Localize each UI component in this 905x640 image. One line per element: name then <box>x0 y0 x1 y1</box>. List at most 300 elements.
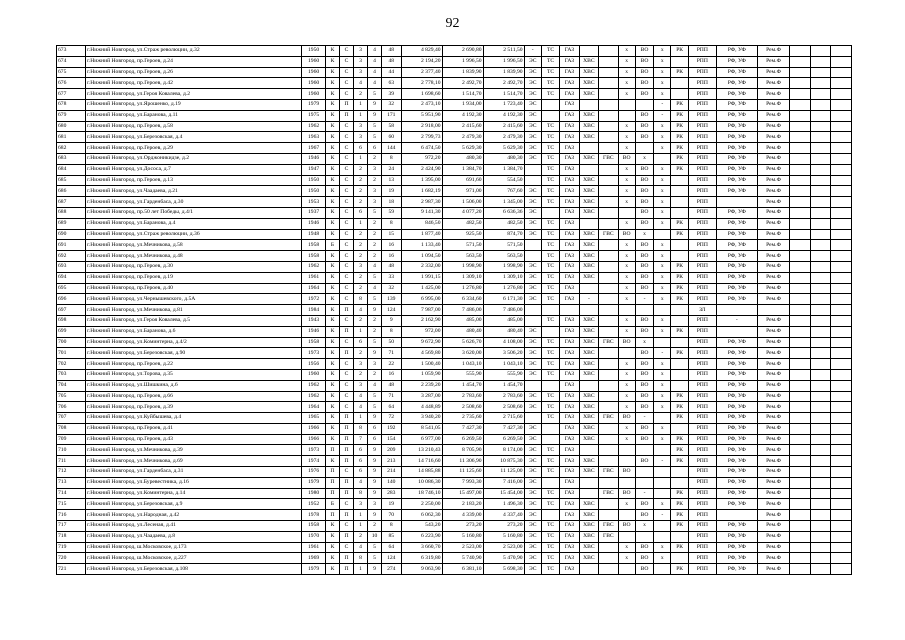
fund-cell: РФ, УФ <box>716 434 757 445</box>
cold-water-cell: ХВС <box>579 434 598 445</box>
cold-water-cell <box>579 46 598 57</box>
empty-cell <box>831 272 852 283</box>
rk-cell <box>671 305 688 316</box>
electricity-cell: ЭС <box>524 402 541 413</box>
table-row <box>57 261 852 272</box>
mark-cell: x <box>618 369 635 380</box>
electricity-cell: ЭС <box>524 369 541 380</box>
cold-water-cell: ХВС <box>579 197 598 208</box>
fund-cell: - <box>716 315 757 326</box>
empty-cell <box>810 153 831 164</box>
cold-water-cell: ХВС <box>579 531 598 542</box>
address-cell: г.Нижний Новгород, ул.Мечникова, д.39 <box>86 445 302 456</box>
wall-material-cell: К <box>325 67 339 78</box>
repair-fund-cell: Рем.Ф <box>757 143 789 154</box>
repair-fund-cell: Рем.Ф <box>757 240 789 251</box>
table-row <box>57 477 852 488</box>
fund-cell: РФ, УФ <box>716 542 757 553</box>
cold-water-cell: ХВС <box>579 413 598 424</box>
floors-cell: 2 <box>368 326 382 337</box>
mark-cell: ВО <box>618 153 635 164</box>
cold-water-cell: ХВС <box>579 229 598 240</box>
address-cell: г.Нижний Новгород, пр.Героев, д.26 <box>86 67 302 78</box>
row-number-cell: 685 <box>57 175 86 186</box>
year-cell: 1975 <box>302 110 326 121</box>
row-number-cell: 717 <box>57 521 86 532</box>
entrances-cell: 2 <box>354 186 368 197</box>
wall-material-cell: К <box>325 337 339 348</box>
address-cell: г.Нижний Новгород, пр.50 лет Победы, д.4/1 <box>86 207 302 218</box>
empty-cell <box>790 207 811 218</box>
mark-cell: x <box>654 402 671 413</box>
year-cell: 1960 <box>302 78 326 89</box>
heating-cell: ТС <box>541 251 559 262</box>
empty-cell <box>790 391 811 402</box>
floors-cell: 5 <box>368 402 382 413</box>
address-cell: г.Нижний Новгород, пр.Героев, д.13 <box>86 175 302 186</box>
hot-water-cell <box>599 143 618 154</box>
cold-water-cell <box>579 164 598 175</box>
living-area-cell: 482,50 <box>442 218 483 229</box>
empty-cell <box>790 510 811 521</box>
entrances-cell: 2 <box>354 531 368 542</box>
repair-fund-cell: Рем.Ф <box>757 477 789 488</box>
residential-area-cell: 7 427,30 <box>483 423 524 434</box>
electricity-cell: - <box>524 46 541 57</box>
electricity-cell: ЭС <box>524 153 541 164</box>
year-cell: 1962 <box>302 261 326 272</box>
residential-area-cell: 2 492,70 <box>483 78 524 89</box>
entrances-cell: 6 <box>354 445 368 456</box>
hot-water-cell <box>599 423 618 434</box>
empty-cell <box>810 251 831 262</box>
heating-cell <box>541 380 559 391</box>
hot-water-cell <box>599 359 618 370</box>
empty-cell <box>790 229 811 240</box>
empty-cell <box>810 67 831 78</box>
cold-water-cell: ХВС <box>579 240 598 251</box>
address-cell: г.Нижний Новгород, ул.Героя Ковалева, д.2 <box>86 89 302 100</box>
living-area-cell: 2 735,60 <box>442 413 483 424</box>
entrances-cell: 3 <box>354 261 368 272</box>
apartments-cell: 64 <box>382 542 401 553</box>
drainage-cell: - <box>635 294 653 305</box>
year-cell: 1963 <box>302 132 326 143</box>
empty-cell <box>831 175 852 186</box>
row-number-cell: 688 <box>57 207 86 218</box>
empty-cell <box>810 348 831 359</box>
structure-type-cell: С <box>339 315 353 326</box>
heating-cell: ТС <box>541 564 559 575</box>
wall-material-cell: К <box>325 46 339 57</box>
floors-cell: 9 <box>368 413 382 424</box>
electricity-cell: ЭС <box>524 197 541 208</box>
table-row <box>57 99 852 110</box>
rpp-cell: РПП <box>688 110 716 121</box>
entrances-cell: 8 <box>354 423 368 434</box>
heating-cell: ТС <box>541 391 559 402</box>
repair-fund-cell: Рем.Ф <box>757 531 789 542</box>
hot-water-cell <box>599 218 618 229</box>
total-area-cell: 3 940,20 <box>401 413 442 424</box>
empty-cell <box>831 402 852 413</box>
fund-cell: РФ, УФ <box>716 445 757 456</box>
apartments-cell: 22 <box>382 359 401 370</box>
total-area-cell: 2 194,20 <box>401 56 442 67</box>
mark-cell: x <box>654 186 671 197</box>
total-area-cell: 3 287,00 <box>401 391 442 402</box>
residential-area-cell: 1 998,90 <box>483 261 524 272</box>
cold-water-cell: ХВС <box>579 391 598 402</box>
residential-area-cell: 5 629,30 <box>483 143 524 154</box>
hot-water-cell <box>599 261 618 272</box>
apartments-cell: 124 <box>382 553 401 564</box>
heating-cell: ТС <box>541 218 559 229</box>
floors-cell: 2 <box>368 251 382 262</box>
repair-fund-cell: Рем.Ф <box>757 56 789 67</box>
mark-cell: x <box>654 369 671 380</box>
living-area-cell: 1 309,10 <box>442 272 483 283</box>
rpp-cell: РПП <box>688 467 716 478</box>
empty-cell <box>790 240 811 251</box>
drainage-cell: ВО <box>635 46 653 57</box>
rpp-cell: РПП <box>688 488 716 499</box>
mark-cell: x <box>654 121 671 132</box>
rk-cell: РК <box>671 488 688 499</box>
drainage-cell: ВО <box>635 272 653 283</box>
empty-cell <box>790 121 811 132</box>
rk-cell: РК <box>671 391 688 402</box>
mark-cell: x <box>654 423 671 434</box>
row-number-cell: 683 <box>57 153 86 164</box>
table-row <box>57 467 852 478</box>
gas-cell: ГАЗ <box>560 240 579 251</box>
address-cell: г.Нижний Новгород, ул.Мечникова, д.81 <box>86 305 302 316</box>
gas-cell: ГАЗ <box>560 46 579 57</box>
living-area-cell: 5 629,30 <box>442 143 483 154</box>
mark-cell: x <box>654 218 671 229</box>
heating-cell: ТС <box>541 78 559 89</box>
entrances-cell: 8 <box>354 488 368 499</box>
repair-fund-cell: Рем.Ф <box>757 164 789 175</box>
fund-cell: РФ, УФ <box>716 380 757 391</box>
wall-material-cell: К <box>325 186 339 197</box>
electricity-cell: ЭС <box>524 564 541 575</box>
mark-cell <box>618 445 635 456</box>
floors-cell: 2 <box>368 521 382 532</box>
structure-type-cell: П <box>339 488 353 499</box>
mark-cell <box>618 305 635 316</box>
rk-cell <box>671 477 688 488</box>
empty-cell <box>831 359 852 370</box>
heating-cell: ТС <box>541 402 559 413</box>
structure-type-cell: С <box>339 251 353 262</box>
cold-water-cell: ХВС <box>579 121 598 132</box>
fund-cell: РФ, УФ <box>716 121 757 132</box>
year-cell: 1974 <box>302 456 326 467</box>
electricity-cell: ЭС <box>524 272 541 283</box>
hot-water-cell <box>599 110 618 121</box>
mark-cell: x <box>618 434 635 445</box>
rpp-cell: РПП <box>688 348 716 359</box>
year-cell: 1978 <box>302 510 326 521</box>
year-cell: 1958 <box>302 251 326 262</box>
cold-water-cell: ХВС <box>579 499 598 510</box>
apartments-cell: 140 <box>382 477 401 488</box>
hot-water-cell <box>599 272 618 283</box>
structure-type-cell: П <box>339 110 353 121</box>
living-area-cell: 1 276,80 <box>442 283 483 294</box>
entrances-cell: 1 <box>354 510 368 521</box>
table-row <box>57 380 852 391</box>
empty-cell <box>810 564 831 575</box>
year-cell: 1943 <box>302 315 326 326</box>
structure-type-cell: П <box>339 531 353 542</box>
electricity-cell: ЭС <box>524 531 541 542</box>
total-area-cell: 2 778,10 <box>401 78 442 89</box>
apartments-cell: 48 <box>382 261 401 272</box>
year-cell: 1948 <box>302 229 326 240</box>
structure-type-cell: П <box>339 456 353 467</box>
mark-cell: x <box>618 121 635 132</box>
mark-cell: x <box>654 132 671 143</box>
wall-material-cell: К <box>325 143 339 154</box>
total-area-cell: 1 500,40 <box>401 359 442 370</box>
structure-type-cell: С <box>339 272 353 283</box>
apartments-cell: 85 <box>382 531 401 542</box>
row-number-cell: 694 <box>57 272 86 283</box>
empty-cell <box>790 294 811 305</box>
heating-cell: ТС <box>541 413 559 424</box>
apartments-cell: 71 <box>382 391 401 402</box>
address-cell: г.Нижний Новгород, ул.Мечникова, д.69 <box>86 456 302 467</box>
heating-cell: ТС <box>541 272 559 283</box>
table-row <box>57 294 852 305</box>
fund-cell: РФ, УФ <box>716 251 757 262</box>
hot-water-cell <box>599 89 618 100</box>
mark-cell: ВО <box>618 337 635 348</box>
gas-cell: ГАЗ <box>560 348 579 359</box>
table-row <box>57 89 852 100</box>
year-cell: 1946 <box>302 153 326 164</box>
table-body <box>57 46 852 575</box>
apartments-cell: 48 <box>382 46 401 57</box>
drainage-cell: ВО <box>635 553 653 564</box>
electricity-cell: ЭС <box>524 186 541 197</box>
floors-cell: 2 <box>368 315 382 326</box>
address-cell: г.Нижний Новгород, пр.Героев, д.39 <box>86 402 302 413</box>
wall-material-cell: П <box>325 477 339 488</box>
structure-type-cell: С <box>339 153 353 164</box>
drainage-cell: - <box>635 488 653 499</box>
hot-water-cell <box>599 542 618 553</box>
gas-cell <box>560 305 579 316</box>
apartments-cell: 214 <box>382 467 401 478</box>
gas-cell: ГАЗ <box>560 283 579 294</box>
rk-cell <box>671 467 688 478</box>
heating-cell: ТС <box>541 294 559 305</box>
gas-cell: ГАЗ <box>560 434 579 445</box>
residential-area-cell: 1 496,30 <box>483 499 524 510</box>
cold-water-cell: ХВС <box>579 348 598 359</box>
total-area-cell: 2 250,00 <box>401 499 442 510</box>
electricity-cell <box>524 305 541 316</box>
empty-cell <box>790 78 811 89</box>
row-number-cell: 710 <box>57 445 86 456</box>
empty-cell <box>790 175 811 186</box>
floors-cell: 10 <box>368 531 382 542</box>
cold-water-cell: ХВС <box>579 542 598 553</box>
living-area-cell: 6 381,10 <box>442 564 483 575</box>
wall-material-cell: К <box>325 413 339 424</box>
floors-cell: 2 <box>368 369 382 380</box>
fund-cell: РФ, УФ <box>716 402 757 413</box>
fund-cell: РФ, УФ <box>716 46 757 57</box>
electricity-cell: ЭС <box>524 143 541 154</box>
mark-cell: x <box>618 294 635 305</box>
empty-cell <box>790 359 811 370</box>
residential-area-cell: 571,50 <box>483 240 524 251</box>
row-number-cell: 680 <box>57 121 86 132</box>
address-cell: г.Нижний Новгород, ул.Гарденбаса, д.31 <box>86 467 302 478</box>
wall-material-cell: К <box>325 531 339 542</box>
total-area-cell: 2 987,30 <box>401 197 442 208</box>
entrances-cell: 8 <box>354 294 368 305</box>
total-area-cell: 9 063,90 <box>401 564 442 575</box>
repair-fund-cell: Рем.Ф <box>757 510 789 521</box>
hot-water-cell <box>599 186 618 197</box>
fund-cell: РФ, УФ <box>716 467 757 478</box>
structure-type-cell: С <box>339 521 353 532</box>
mark-cell: x <box>654 56 671 67</box>
rpp-cell: РПП <box>688 564 716 575</box>
apartments-cell: 124 <box>382 305 401 316</box>
hot-water-cell: ГВС <box>599 153 618 164</box>
wall-material-cell: К <box>325 78 339 89</box>
table-row <box>57 510 852 521</box>
repair-fund-cell: Рем.Ф <box>757 348 789 359</box>
empty-cell <box>790 251 811 262</box>
empty-cell <box>790 434 811 445</box>
empty-cell <box>831 488 852 499</box>
structure-type-cell: С <box>339 164 353 175</box>
heating-cell: ТС <box>541 359 559 370</box>
hot-water-cell <box>599 499 618 510</box>
electricity-cell: ЭС <box>524 391 541 402</box>
address-cell: г.Нижний Новгород, пр.Героев, д.30 <box>86 261 302 272</box>
mark-cell: x <box>654 499 671 510</box>
repair-fund-cell: Рем.Ф <box>757 521 789 532</box>
year-cell: 1969 <box>302 553 326 564</box>
rk-cell <box>671 186 688 197</box>
wall-material-cell: К <box>325 110 339 121</box>
total-area-cell: 2 239,20 <box>401 380 442 391</box>
row-number-cell: 697 <box>57 305 86 316</box>
fund-cell: РФ, УФ <box>716 348 757 359</box>
address-cell: г.Нижний Новгород, ул.Буревестника, д.16 <box>86 477 302 488</box>
electricity-cell <box>524 175 541 186</box>
repair-fund-cell: Рем.Ф <box>757 423 789 434</box>
floors-cell: 5 <box>368 89 382 100</box>
floors-cell: 6 <box>368 434 382 445</box>
electricity-cell: ЭС <box>524 488 541 499</box>
living-area-cell: 2 783,60 <box>442 391 483 402</box>
table-row <box>57 67 852 78</box>
residential-area-cell: 15 454,00 <box>483 488 524 499</box>
total-area-cell: 14 716,60 <box>401 456 442 467</box>
drainage-cell: ВО <box>635 175 653 186</box>
heating-cell: ТС <box>541 132 559 143</box>
structure-type-cell: С <box>339 542 353 553</box>
rpp-cell: РПП <box>688 456 716 467</box>
rk-cell: РК <box>671 110 688 121</box>
apartments-cell: 70 <box>382 510 401 521</box>
residential-area-cell: 1 345,00 <box>483 197 524 208</box>
mark-cell: x <box>654 46 671 57</box>
electricity-cell <box>524 315 541 326</box>
residential-area-cell: 6 171,30 <box>483 294 524 305</box>
row-number-cell: 700 <box>57 337 86 348</box>
table-row <box>57 186 852 197</box>
total-area-cell: 2 162,90 <box>401 315 442 326</box>
empty-cell <box>831 207 852 218</box>
apartments-cell: 274 <box>382 564 401 575</box>
living-area-cell: 480,30 <box>442 153 483 164</box>
table-row <box>57 305 852 316</box>
empty-cell <box>831 445 852 456</box>
living-area-cell: 7 427,30 <box>442 423 483 434</box>
table-row <box>57 175 852 186</box>
empty-cell <box>790 272 811 283</box>
mark-cell: x <box>654 326 671 337</box>
wall-material-cell: К <box>325 348 339 359</box>
rk-cell <box>671 56 688 67</box>
total-area-cell: 1 425,00 <box>401 283 442 294</box>
total-area-cell: 1 059,90 <box>401 369 442 380</box>
hot-water-cell: ГВС <box>599 488 618 499</box>
empty-cell <box>831 564 852 575</box>
mark-cell: x <box>618 499 635 510</box>
fund-cell: РФ, УФ <box>716 99 757 110</box>
rk-cell: РК <box>671 294 688 305</box>
address-cell: г.Нижний Новгород, ул.Чаадаева, д.8 <box>86 531 302 542</box>
empty-cell <box>810 359 831 370</box>
residential-area-cell: 2 523,00 <box>483 542 524 553</box>
rpp-cell: РПП <box>688 391 716 402</box>
mark-cell: x <box>654 315 671 326</box>
living-area-cell: 2 690,80 <box>442 46 483 57</box>
total-area-cell: 2 473,10 <box>401 99 442 110</box>
year-cell: 1967 <box>302 143 326 154</box>
residential-area-cell: 6 269,50 <box>483 434 524 445</box>
wall-material-cell: К <box>325 164 339 175</box>
drainage-cell: ВО <box>635 456 653 467</box>
total-area-cell: 1 877,40 <box>401 229 442 240</box>
rk-cell: РК <box>671 326 688 337</box>
living-area-cell: 1 043,10 <box>442 359 483 370</box>
gas-cell: ГАЗ <box>560 521 579 532</box>
table-row <box>57 391 852 402</box>
wall-material-cell: К <box>325 283 339 294</box>
drainage-cell: ВО <box>635 359 653 370</box>
wall-material-cell: К <box>325 553 339 564</box>
entrances-cell: 1 <box>354 218 368 229</box>
rpp-cell: РПП <box>688 499 716 510</box>
mark-cell: x <box>618 56 635 67</box>
living-area-cell: 1 506,00 <box>442 197 483 208</box>
floors-cell: 5 <box>368 553 382 564</box>
rpp-cell: РПП <box>688 78 716 89</box>
